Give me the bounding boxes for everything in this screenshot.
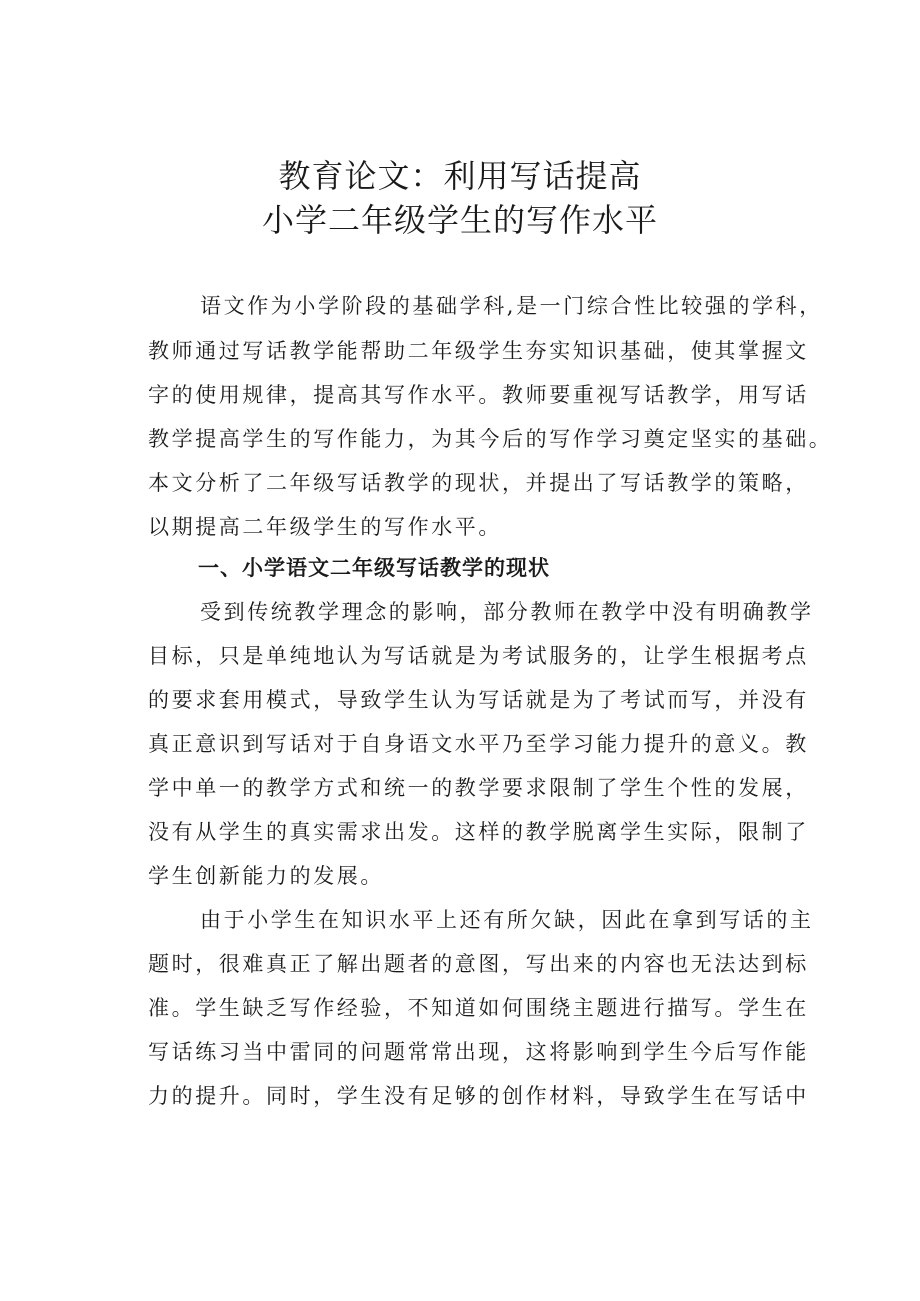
paragraph-1-line: 教师通过写话教学能帮助二年级学生夯实知识基础，使其掌握文 <box>148 339 809 363</box>
paragraph-3-line: 写话练习当中雷同的问题常常出现，这将影响到学生今后写作能 <box>148 1040 809 1064</box>
paragraph-2-line: 的要求套用模式，导致学生认为写话就是为了考试而写，并没有 <box>148 688 809 712</box>
paragraph-2-line: 学生创新能力的发展。 <box>148 864 384 888</box>
paragraph-3-line: 准。学生缺乏写作经验，不知道如何围绕主题进行描写。学生在 <box>148 996 809 1020</box>
paragraph-1-line: 教学提高学生的写作能力，为其今后的写作学习奠定坚实的基础。 <box>148 427 833 451</box>
paragraph-2-line: 受到传统教学理念的影响，部分教师在教学中没有明确教学 <box>200 600 814 624</box>
paragraph-2-line: 目标，只是单纯地认为写话就是为考试服务的，让学生根据考点 <box>148 644 809 668</box>
paragraph-3-line: 题时，很难真正了解出题者的意图，写出来的内容也无法达到标 <box>148 952 809 976</box>
document-title-line-1: 教育论文：利用写话提高 <box>278 157 642 195</box>
paragraph-3-line: 力的提升。同时，学生没有足够的创作材料，导致学生在写话中 <box>148 1084 809 1108</box>
paragraph-1-line: 字的使用规律，提高其写作水平。教师要重视写话教学，用写话 <box>148 383 809 407</box>
section-heading: 一、小学语文二年级写话教学的现状 <box>198 556 550 580</box>
paragraph-1-line: 本文分析了二年级写话教学的现状，并提出了写话教学的策略， <box>148 471 809 495</box>
paragraph-2-line: 真正意识到写话对于自身语文水平乃至学习能力提升的意义。教 <box>148 732 809 756</box>
paragraph-3-line: 由于小学生在知识水平上还有所欠缺，因此在拿到写话的主 <box>200 908 814 932</box>
paragraph-2-line: 没有从学生的真实需求出发。这样的教学脱离学生实际，限制了 <box>148 820 809 844</box>
document-title-line-2: 小学二年级学生的写作水平 <box>261 201 658 239</box>
paragraph-1-line: 语文作为小学阶段的基础学科,是一门综合性比较强的学科， <box>200 294 823 318</box>
paragraph-2-line: 学中单一的教学方式和统一的教学要求限制了学生个性的发展， <box>148 776 809 800</box>
paragraph-1-line: 以期提高二年级学生的写作水平。 <box>148 515 502 539</box>
